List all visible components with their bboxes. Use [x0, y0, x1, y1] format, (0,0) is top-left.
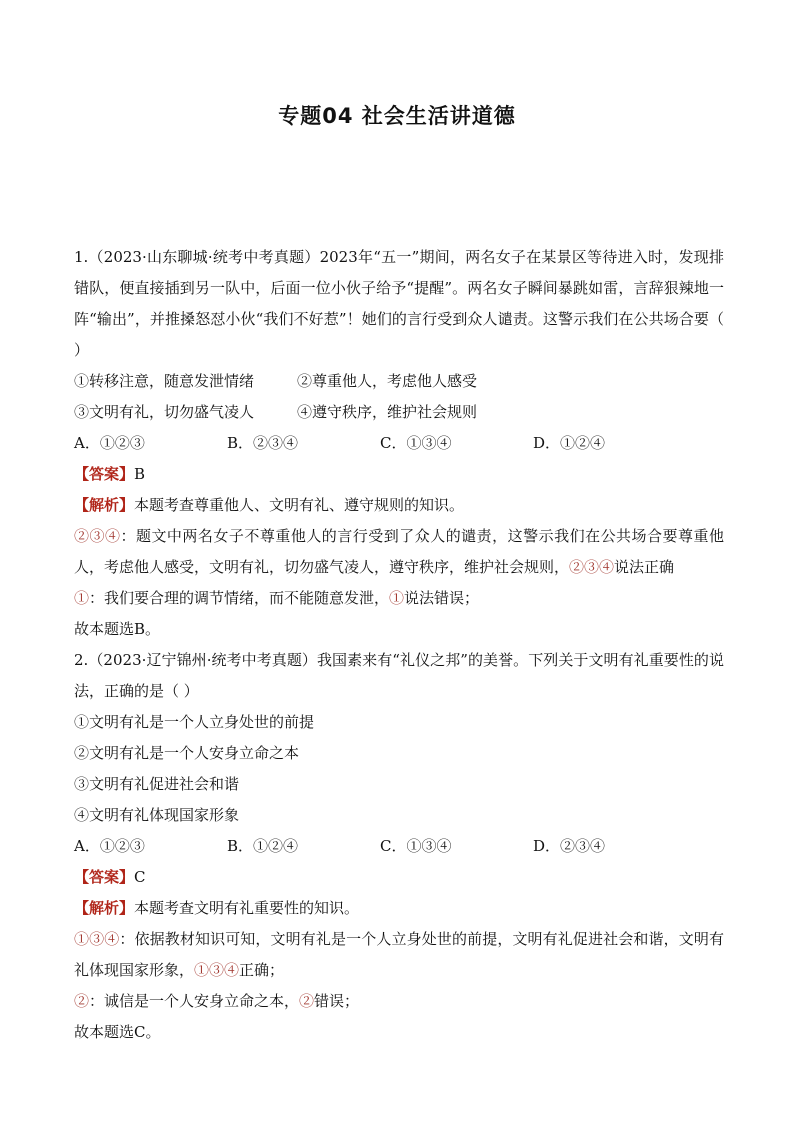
question-2-option-d: D．②③④: [533, 837, 606, 855]
question-2-option-a: A．①②③: [74, 837, 145, 855]
answer-value: C: [134, 868, 146, 886]
question-1-items-row-1: [74, 366, 724, 397]
question-1-options: [74, 428, 724, 459]
question-1-explanation-1: [74, 521, 724, 583]
explanation-mark: ①③④: [74, 930, 120, 948]
explanation-text: ：我们要合理的调节情绪，而不能随意发泄，: [89, 589, 390, 607]
question-2-item-4: ④文明有礼体现国家形象: [74, 806, 240, 824]
explanation-mark-2: ②③④: [569, 558, 615, 576]
question-2-option-b: B．①②④: [227, 837, 299, 855]
question-1-item-3: ③文明有礼，切勿盛气凌人: [74, 403, 255, 421]
answer-value: B: [134, 465, 146, 483]
question-2-item-2: ②文明有礼是一个人安身立命之本: [74, 744, 300, 762]
analysis-tag: 【解析】: [74, 496, 135, 514]
question-2-analysis: [74, 893, 724, 924]
question-1-item-4: ④遵守秩序，维护社会规则: [297, 403, 478, 421]
question-1-option-c: C．①③④: [380, 434, 452, 452]
question-1-items-row-2: [74, 397, 724, 428]
explanation-mark-2: ①: [389, 589, 405, 607]
explanation-mark-2: ②: [299, 992, 315, 1010]
explanation-mark: ②③④: [74, 527, 121, 545]
question-2-options: [74, 831, 724, 862]
document-body: [74, 242, 724, 1048]
question-2-item-1: ①文明有礼是一个人立身处世的前提: [74, 713, 315, 731]
explanation-text: ：诚信是一个人安身立命之本，: [89, 992, 300, 1010]
question-1-option-b: B．②③④: [227, 434, 299, 452]
explanation-end: 正确；: [239, 961, 285, 979]
analysis-text: 本题考查尊重他人、文明有礼、遵守规则的知识。: [134, 496, 465, 514]
question-1-answer: [74, 459, 724, 490]
page-title: 专题04 社会生活讲道德: [278, 104, 516, 128]
explanation-mark-2: ①③④: [194, 961, 240, 979]
explanation-text: ：题文中两名女子不尊重他人的言行受到了众人的谴责，这警示我们在公共场合要尊重他人，考虑他人感受，文明有礼，切勿盛气凌人，遵守秩序，维护社会规则，: [74, 527, 724, 576]
question-2-stem: 2.（2023·辽宁锦州·统考中考真题）我国素来有“礼仪之邦”的美誉。下列关于文明有礼重要性的说法，正确的是（ ）: [74, 651, 724, 700]
answer-tag: 【答案】: [74, 868, 135, 886]
question-2-item-3: ③文明有礼促进社会和谐: [74, 775, 240, 793]
question-1-item-2: ②尊重他人，考虑他人感受: [297, 372, 478, 390]
explanation-mark: ②: [74, 992, 90, 1010]
explanation-end: 错误；: [314, 992, 360, 1010]
question-1-analysis: [74, 490, 724, 521]
question-1-explanation-2: [74, 583, 724, 614]
question-1-item-1: ①转移注意，随意发泄情绪: [74, 372, 255, 390]
explanation-text: ：依据教材知识可知，文明有礼是一个人立身处世的前提，文明有礼促进社会和谐，文明有礼体现国家形象，: [74, 930, 724, 979]
answer-tag: 【答案】: [74, 465, 135, 483]
analysis-tag: 【解析】: [74, 899, 135, 917]
explanation-end: 说法错误；: [404, 589, 480, 607]
question-2-answer: [74, 862, 724, 893]
explanation-mark: ①: [74, 589, 90, 607]
question-2-option-c: C．①③④: [380, 837, 452, 855]
question-1-stem: 1.（2023·山东聊城·统考中考真题）2023年“五一”期间，两名女子在某景区等待进入时，发现排错队，便直接插到另一队中，后面一位小伙子给予“提醒”。两名女子瞬间暴跳如雷，言辞狠辣地一阵“输出”，并推搡怒怼小伙“我们不好惹”！她们的言行受到众人谴责。这警示我们在公共场合要（ ）: [74, 248, 724, 359]
question-1-conclusion: 故本题选B。: [74, 620, 161, 638]
question-1-option-a: A．①②③: [74, 434, 145, 452]
question-2-explanation-1: [74, 924, 724, 986]
question-1-option-d: D．①②④: [533, 434, 606, 452]
question-2-explanation-2: [74, 986, 724, 1017]
explanation-end: 说法正确: [614, 558, 675, 576]
question-2-conclusion: 故本题选C。: [74, 1023, 161, 1041]
analysis-text: 本题考查文明有礼重要性的知识。: [134, 899, 360, 917]
